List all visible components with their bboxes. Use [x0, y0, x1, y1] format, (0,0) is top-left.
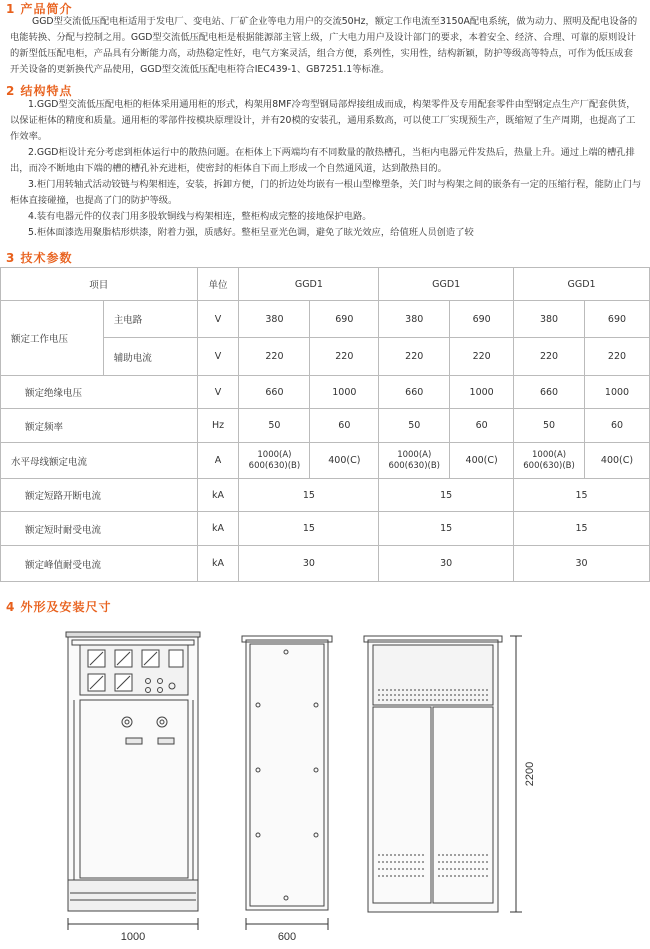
- value-cell: 1000: [310, 376, 379, 409]
- back-view-drawing: [364, 636, 502, 912]
- value-cell: 380: [514, 301, 585, 338]
- section-title-structure: 2 结构特点: [6, 84, 73, 98]
- busbar-a: 1000(A): [532, 449, 567, 460]
- value-cell: 690: [585, 301, 650, 338]
- value-cell: 220: [310, 338, 379, 376]
- value-cell: 660: [514, 376, 585, 409]
- structure-item-1: 1.GGD型交流低压配电柜的柜体采用通用柜的形式，构架用8MF冷弯型钢局部焊接组成而成，构架零件及专用配套零件由型钢定点生产厂配套供货，以保证柜体的精度和质量。通用柜的零部件按模块原理设计，并有20模的安装孔，通用系数高，可以使工厂实现预生产，既缩短了生产周期，也提高了工作效率。: [10, 99, 636, 142]
- busbar-b: 600(630)(B): [248, 460, 301, 471]
- value-cell: 15: [514, 479, 650, 512]
- value-cell: 60: [585, 409, 650, 443]
- structure-item-3: 3.柜门用转轴式活动铰链与构架相连，安装，拆卸方便，门的折边处均嵌有一根山型橡塑条，关门时与构架之间的嵌条有一定的压缩行程，能防止门与柜体直接碰撞，也提高了门的防护等级。: [10, 179, 642, 206]
- row-label-frequency: 额定频率: [1, 409, 198, 443]
- value-cell: 15: [379, 479, 514, 512]
- value-cell: 1000: [450, 376, 514, 409]
- value-cell: 690: [310, 301, 379, 338]
- value-cell: 400(C): [450, 443, 514, 479]
- section-title-intro: 1 产品简介: [6, 2, 73, 16]
- unit-cell: kA: [197, 512, 239, 546]
- value-cell: 220: [379, 338, 450, 376]
- value-cell: 220: [585, 338, 650, 376]
- row-label-busbar: 水平母线额定电流: [1, 443, 198, 479]
- intro-paragraph: GGD型交流低压配电柜适用于发电厂、变电站、厂矿企业等电力用户的交流50Hz，额定工作电流至3150A配电系统，做为动力、照明及配电设备的电能转换、分配与控制之用。GGD型交流低压配电柜是根据能源部主管上级，广大电力用户及设计部门的要求，本着安全、经济、合理、可靠的原则设计的新型低压配电柜，产品具有分断能力高，动热稳定性好，电气方案灵活，组合方便，系列性，实用性，结构新颖，防护等级高等特点，可作为低压成套开关设备的更新换代产品使用，GGD型交流低压配电柜符合IEC439-1、GB7251.1等标准。: [10, 16, 638, 75]
- unit-cell: A: [197, 443, 239, 479]
- structure-item-2: 2.GGD柜设计充分考虑到柜体运行中的散热问题。在柜体上下两端均有不同数量的散热槽孔，当柜内电器元件发热后，热量上升。通过上端的槽孔排出，而冷不断地由下端的槽的槽孔补充进柜，使密封的柜体自下而上形成一个自然通风道，达到散热目的。: [10, 147, 635, 174]
- value-cell: 380: [239, 301, 310, 338]
- value-cell: 15: [379, 512, 514, 546]
- unit-cell: Hz: [197, 409, 239, 443]
- row-sublabel-aux: 辅助电流: [103, 338, 197, 376]
- value-cell: 220: [239, 338, 310, 376]
- value-cell: 380: [379, 301, 450, 338]
- front-view-drawing: [66, 632, 200, 911]
- unit-cell: V: [197, 301, 239, 338]
- value-cell: 660: [379, 376, 450, 409]
- row-label-voltage: 额定工作电压: [1, 301, 104, 376]
- value-cell: 50: [239, 409, 310, 443]
- value-cell: 660: [239, 376, 310, 409]
- row-sublabel-main: 主电路: [103, 301, 197, 338]
- row-label-insulation: 额定绝缘电压: [1, 376, 198, 409]
- value-cell: 30: [514, 546, 650, 582]
- value-cell: 30: [379, 546, 514, 582]
- header-model: GGD1: [239, 268, 379, 301]
- front-width-label: 1000: [120, 931, 146, 943]
- value-cell: 30: [239, 546, 379, 582]
- value-cell: 15: [239, 512, 379, 546]
- unit-cell: V: [197, 338, 239, 376]
- value-cell: 50: [379, 409, 450, 443]
- unit-cell: kA: [197, 479, 239, 512]
- header-unit: 单位: [197, 268, 239, 301]
- unit-cell: kA: [197, 546, 239, 582]
- value-cell: 400(C): [310, 443, 379, 479]
- value-cell: 50: [514, 409, 585, 443]
- value-cell: 1000: [585, 376, 650, 409]
- busbar-a: 1000(A): [257, 449, 292, 460]
- row-label-peak: 额定峰值耐受电流: [1, 546, 198, 582]
- section-title-specs: 3 技术参数: [6, 251, 73, 265]
- section-title-dimensions: 4 外形及安装尺寸: [6, 600, 112, 614]
- value-cell: 60: [450, 409, 514, 443]
- structure-item-5: 5.柜体面漆选用聚脂桔形烘漆，附着力强，质感好。整柜呈亚光色调，避免了眩光效应，给值班人员创造了较: [28, 227, 474, 238]
- row-label-short-time: 额定短时耐受电流: [1, 512, 198, 546]
- value-cell: 15: [514, 512, 650, 546]
- value-cell: 60: [310, 409, 379, 443]
- value-cell: 690: [450, 301, 514, 338]
- header-item: 项目: [1, 268, 198, 301]
- busbar-b: 600(630)(B): [523, 460, 575, 471]
- header-model: GGD1: [514, 268, 650, 301]
- structure-item-4: 4.装有电器元件的仪表门用多股软铜线与构架相连，整柜构成完整的接地保护电路。: [28, 211, 372, 222]
- value-cell: 400(C): [585, 443, 650, 479]
- unit-cell: V: [197, 376, 239, 409]
- busbar-a: 1000(A): [397, 449, 432, 460]
- side-width-label: 600: [277, 931, 297, 943]
- busbar-b: 600(630)(B): [388, 460, 440, 471]
- header-model: GGD1: [379, 268, 514, 301]
- height-label: 2200: [524, 761, 536, 787]
- value-cell: 220: [514, 338, 585, 376]
- side-view-drawing: [242, 636, 332, 910]
- row-label-breaking: 额定短路开断电流: [1, 479, 198, 512]
- value-cell: 15: [239, 479, 379, 512]
- value-cell: 220: [450, 338, 514, 376]
